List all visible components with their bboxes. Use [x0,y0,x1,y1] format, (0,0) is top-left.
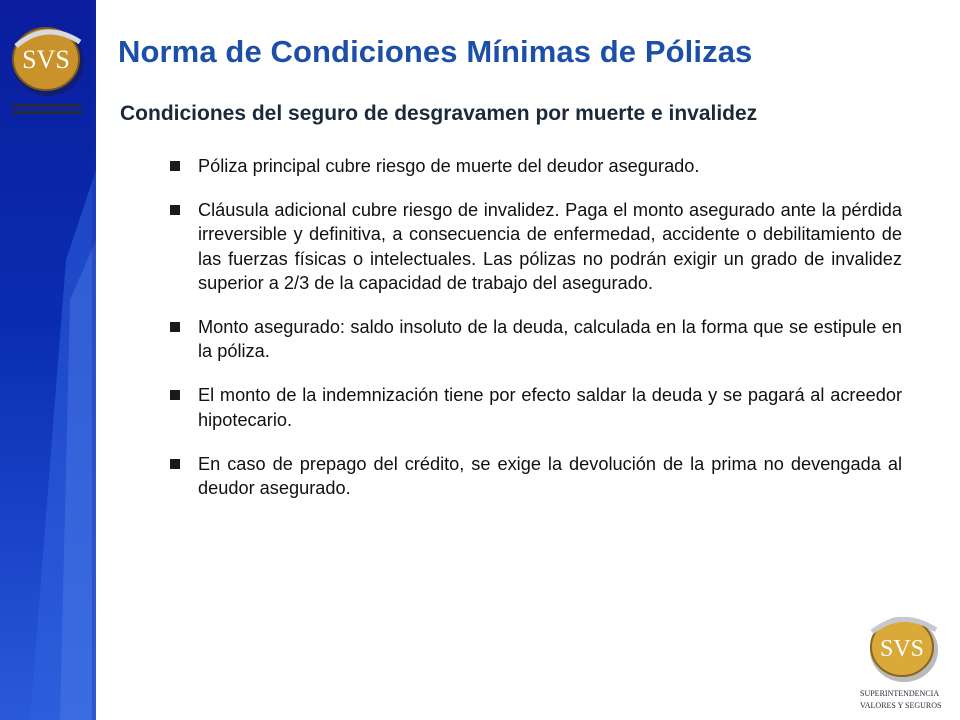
bullet-square-icon [170,205,180,215]
svg-text:SVS: SVS [879,636,925,662]
bullet-text: Monto asegurado: saldo insoluto de la deuda, calculada en la forma que se estipule en la póliza. [198,317,902,362]
bullet-list [170,154,902,520]
bullet-item [170,452,902,500]
logo-caption-line2: VALORES Y SEGUROS [860,701,942,710]
slide-title: Norma de Condiciones Mínimas de Pólizas [118,34,753,69]
svg-text:SVS: SVS [22,45,70,74]
bullet-text: Póliza principal cubre riesgo de muerte del deudor asegurado. [198,156,700,176]
bullet-square-icon [170,322,180,332]
bullet-item [170,383,902,431]
logo-caption-line1: SUPERINTENDENCIA [860,689,940,698]
bullet-text: El monto de la indemnización tiene por efecto saldar la deuda y se pagará al acreedor hipotecario. [198,385,902,430]
bullet-item [170,198,902,295]
bullet-text: En caso de prepago del crédito, se exige la devolución de la prima no devengada al deudor asegurado. [198,453,902,499]
bullet-item [170,315,902,363]
svs-logo-top [6,12,90,122]
bullet-square-icon [170,390,180,400]
bullet-item [170,154,902,178]
bullet-text: Cláusula adicional cubre riesgo de invalidez. Paga el monto asegurado ante la pérdida irreversible y definitiva, a consecuencia de enfermedad, accidente o debilitamiento de las fuerzas físicas o intelectuales. Las pólizas no podrán exigir un grado de invalidez superior a 2/3 de la capacidad de trabajo del asegurado. [198,200,902,293]
slide-subtitle: Condiciones del seguro de desgravamen por muerte e invalidez [120,102,758,125]
bullet-square-icon [170,161,180,171]
bullet-square-icon [170,459,180,469]
svs-logo-bottom [858,610,948,714]
